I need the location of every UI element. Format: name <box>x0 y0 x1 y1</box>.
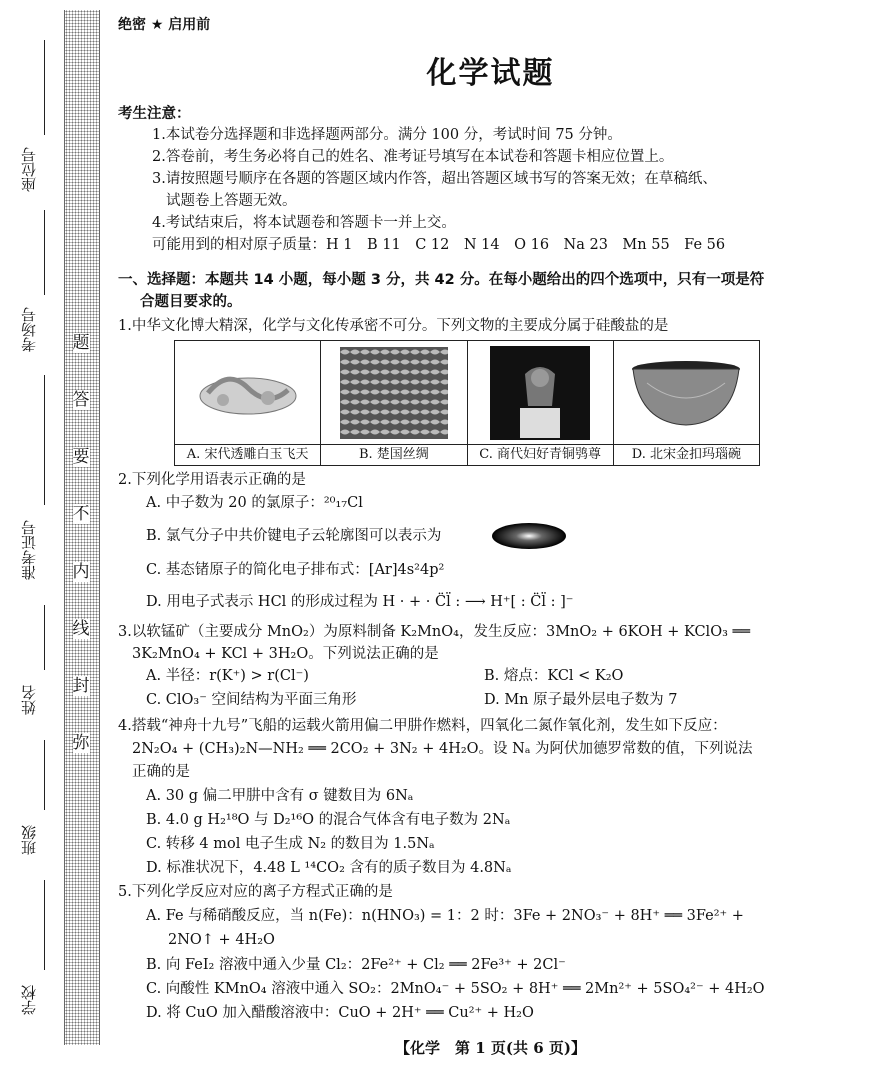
seal-char: 要 <box>72 447 90 468</box>
q5-option-c: C. 向酸性 KMnO₄ 溶液中通入 SO₂：2MnO₄⁻ + 5SO₂ + 8H⁺ ══ 2Mn²⁺ + 5SO₄²⁻ + 4H₂O <box>146 981 765 997</box>
name-line <box>44 605 45 670</box>
caption-a: A. 宋代透雕白玉飞天 <box>175 444 320 465</box>
q3-option-a: A. 半径：r(K⁺) > r(Cl⁻) <box>146 668 309 684</box>
question-3-line2: 3K₂MnO₄ + KCl + 3H₂O。下列说法正确的是 <box>132 646 439 662</box>
seal-char: 不 <box>72 504 90 525</box>
q2-option-a: A. 中子数为 20 的氯原子：²⁰₁₇Cl <box>146 495 363 511</box>
notice-heading: 考生注意： <box>118 106 191 122</box>
caption-d: D. 北宋金扣玛瑙碗 <box>614 444 759 465</box>
notice-item: 3.请按照题号顺序在各题的答题区域内作答，超出答题区域书写的答案无效；在草稿纸、 <box>152 171 717 187</box>
caption-c: C. 商代妇好青铜鸮尊 <box>468 444 613 465</box>
notice-item: 试题卷上答题无效。 <box>166 193 297 209</box>
q5-option-d: D. 将 CuO 加入醋酸溶液中：CuO + 2H⁺ ══ Cu²⁺ + H₂O <box>146 1005 534 1021</box>
agate-bowl-image <box>627 353 745 433</box>
notice-item: 4.考试结束后，将本试题卷和答题卡一并上交。 <box>152 215 456 231</box>
q2-option-d: D. 用电子式表示 HCl 的形成过程为 H · + · C̈l̈ : ⟶ H⁺[ : C̈l̈ : ]⁻ <box>146 594 574 610</box>
bronze-vessel-image <box>490 346 590 440</box>
seal-char: 答 <box>72 390 90 411</box>
seal-char: 内 <box>72 561 90 582</box>
binding-margin <box>0 0 118 1067</box>
section-heading-cont: 合题目要求的。 <box>140 294 242 310</box>
seal-char: 封 <box>72 675 90 696</box>
question-2-stem: 2.下列化学用语表示正确的是 <box>118 472 306 488</box>
artifact-b <box>321 341 467 465</box>
question-4-line1: 4.搭载“神舟十九号”飞船的运载火箭用偏二甲肼作燃料，四氧化二氮作氧化剂，发生如下反应： <box>118 718 727 734</box>
q4-option-d: D. 标准状况下，4.48 L ¹⁴CO₂ 含有的质子数目为 4.8Nₐ <box>146 860 512 876</box>
notice-item: 2.答卷前，考生务必将自己的姓名、准考证号填写在本试卷和答题卡相应位置上。 <box>152 149 674 165</box>
exam-room-line <box>44 210 45 295</box>
exam-id-label: 准考证号 <box>20 520 38 580</box>
q3-option-c: C. ClO₃⁻ 空间结构为平面三角形 <box>146 692 357 708</box>
school-line <box>44 880 45 970</box>
seal-text <box>66 333 96 753</box>
electron-cloud-image <box>490 521 568 551</box>
question-4-line3: 正确的是 <box>132 764 190 780</box>
q5-option-a: A. Fe 与稀硝酸反应，当 n(Fe)：n(HNO₃) = 1：2 时：3Fe + 2NO₃⁻ + 8H⁺ ══ 3Fe²⁺ + <box>146 908 744 924</box>
q3-option-b: B. 熔点：KCl < K₂O <box>484 668 624 684</box>
exam-id-line <box>44 375 45 505</box>
class-line <box>44 740 45 810</box>
artifact-image-row <box>174 340 760 466</box>
artifact-d <box>614 341 759 465</box>
seat-number-line <box>44 40 45 135</box>
exam-room-label: 考场号 <box>20 307 38 353</box>
section-heading: 一、选择题：本题共 14 小题，每小题 3 分，共 42 分。在每小题给出的四个选项中，只有一项是符 <box>118 272 765 288</box>
school-label: 学校 <box>20 985 38 1015</box>
q5-option-a-cont: 2NO↑ + 4H₂O <box>168 932 275 948</box>
seal-char: 弥 <box>72 732 90 753</box>
q5-option-b: B. 向 FeI₂ 溶液中通入少量 Cl₂：2Fe²⁺ + Cl₂ ══ 2Fe³⁺ + 2Cl⁻ <box>146 957 566 973</box>
artifact-a <box>175 341 321 465</box>
q2-option-c: C. 基态锗原子的简化电子排布式：[Ar]4s²4p² <box>146 562 445 578</box>
q4-option-b: B. 4.0 g H₂¹⁸O 与 D₂¹⁶O 的混合气体含有电子数为 2Nₐ <box>146 812 511 828</box>
caption-b: B. 楚国丝绸 <box>321 444 466 465</box>
atomic-masses: 可能用到的相对原子质量：H 1 B 11 C 12 N 14 O 16 Na 23 Mn 55 Fe 56 <box>152 237 726 253</box>
q2-option-b: B. 氯气分子中共价键电子云轮廓图可以表示为 <box>146 528 442 544</box>
artifact-c <box>468 341 614 465</box>
confidential-mark: 绝密 ★ 启用前 <box>118 17 211 33</box>
q3-option-d: D. Mn 原子最外层电子数为 7 <box>484 692 678 708</box>
notice-item: 1.本试卷分选择题和非选择题两部分。满分 100 分，考试时间 75 分钟。 <box>152 127 622 143</box>
q4-option-a: A. 30 g 偏二甲肼中含有 σ 键数目为 6Nₐ <box>146 788 414 804</box>
q4-option-c: C. 转移 4 mol 电子生成 N₂ 的数目为 1.5Nₐ <box>146 836 435 852</box>
name-label: 姓名 <box>20 685 38 715</box>
question-4-line2: 2N₂O₄ + (CH₃)₂N—NH₂ ══ 2CO₂ + 3N₂ + 4H₂O。设 Nₐ 为阿伏加德罗常数的值，下列说法 <box>132 741 753 757</box>
seal-char: 线 <box>72 618 90 639</box>
question-3-line1: 3.以软锰矿（主要成分 MnO₂）为原料制备 K₂MnO₄，发生反应：3MnO₂ + 6KOH + KClO₃ ══ <box>118 624 750 640</box>
question-1-stem: 1.中华文化博大精深，化学与文化传承密不可分。下列文物的主要成分属于硅酸盐的是 <box>118 318 669 334</box>
question-5-stem: 5.下列化学反应对应的离子方程式正确的是 <box>118 884 393 900</box>
class-label: 班级 <box>20 825 38 855</box>
page-footer: 【化学 第 1 页(共 6 页)】 <box>395 1039 586 1057</box>
silk-image <box>340 347 448 439</box>
seal-char: 题 <box>72 333 90 353</box>
seat-number-label: 座位号 <box>20 147 38 193</box>
jade-carving-image <box>188 348 308 438</box>
page-title: 化学试题 <box>426 56 555 91</box>
